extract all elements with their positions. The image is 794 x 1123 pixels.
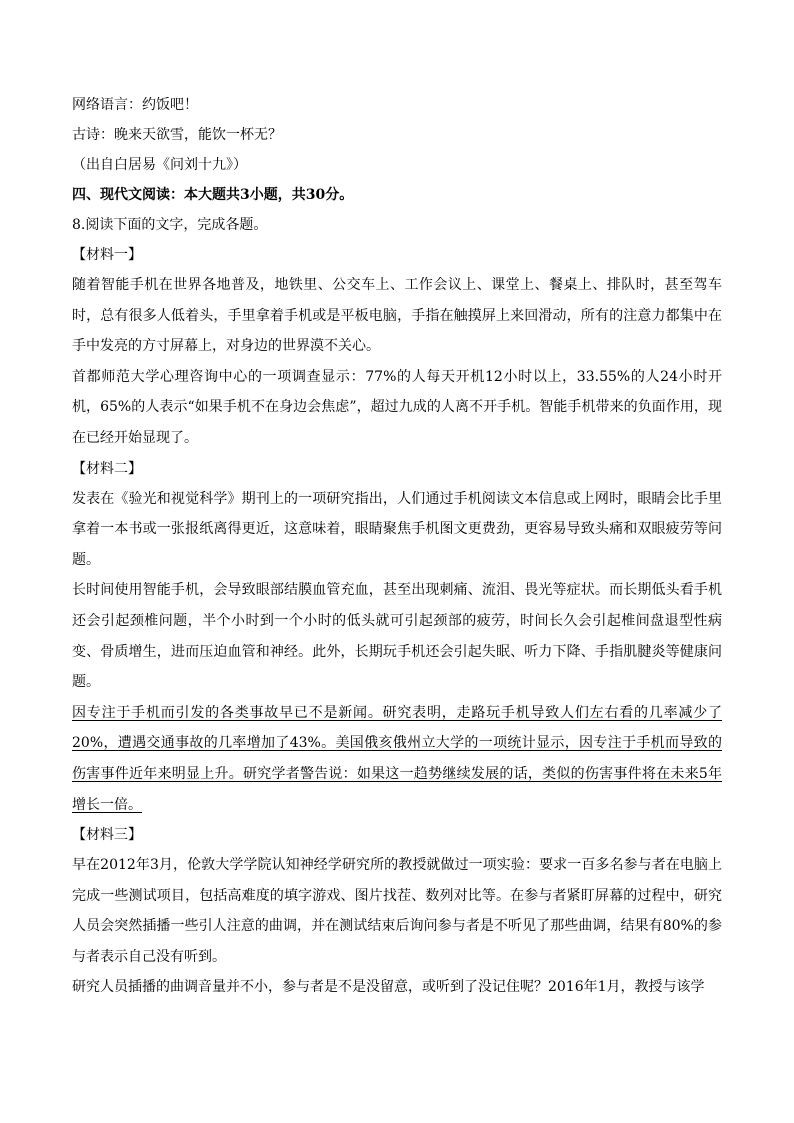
material1-paragraph-1: 随着智能手机在世界各地普及，地铁里、公交车上、工作会议上、课堂上、餐桌上、排队时，甚至驾车时，总有很多人低着头，手里拿着手机或是平板电脑，手指在触摸屏上来回滑动，所有的注意力都集中在手中发亮的方寸屏幕上，对身边的世界漠不关心。 [72,277,722,355]
material2-label: 【材料二】 [72,460,142,477]
text-line-ancient-poem: 古诗：晚来天欲雪，能饮一杯无？ [72,127,282,143]
section-heading: 四、现代文阅读：本大题共3小题，共30分。 [72,187,354,203]
material2-underlined-paragraph: 因专注于手机而引发的各类事故早已不是新闻。研究表明，走路玩手机导致人们左右看的几率减少了20%，遭遇交通事故的几率增加了43%。美国俄亥俄州立大学的一项统计显示，因专注于手机而导致的伤害事件近年来明显上升。研究学者警告说：如果这一趋势继续发展的话，类似的伤害事件将在未来5年增长一倍。 [72,704,722,813]
material1-paragraph-2: 首都师范大学心理咨询中心的一项调查显示：77%的人每天开机12小时以上，33.55%的人24小时开机，65%的人表示“如果手机不在身边会焦虑”，超过九成的人离不开手机。智能手机带来的负面作用，现在已经开始显现了。 [72,368,722,446]
question-prompt: 8.阅读下面的文字，完成各题。 [72,217,268,233]
material1-label: 【材料一】 [72,247,142,263]
text-line-poem-source: （出自白居易《问刘十九》） [72,157,247,173]
material2-paragraph-2: 长时间使用智能手机，会导致眼部结膜血管充血，甚至出现刺痛、流泪、畏光等症状。而长期低头看手机还会引起颈椎问题，半个小时到一个小时的低头就可引起颈部的疲劳，时间长久会引起椎间盘退型性病变、骨质增生，进而压迫血管和神经。此外，长期玩手机还会引起失眠、听力下降、手指肌腱炎等健康问题。 [72,582,722,691]
text-line-internet-language: 网络语言：约饭吧！ [72,97,198,113]
material2-paragraph-1: 发表在《验光和视觉科学》期刊上的一项研究指出，人们通过手机阅读文本信息或上网时，眼睛会比手里拿着一本书或一张报纸离得更近，这意味着，眼睛聚焦手机图文更费劲，更容易导致头痛和双眼疲劳等问题。 [72,490,722,568]
document-content [72,90,722,1003]
material3-label: 【材料三】 [72,827,142,844]
material3-paragraph-1: 早在2012年3月，伦敦大学学院认知神经学研究所的教授就做过一项实验：要求一百多名参与者在电脑上完成一些测试项目，包括高难度的填字游戏、图片找茬、数列对比等。在参与者紧盯屏幕的过程中，研究人员会突然插播一些引人注意的曲调，并在测试结束后询问参与者是不听见了那些曲调，结果有80%的参与者表示自己没有听到。 [72,857,722,965]
material3-paragraph-2: 研究人员插播的曲调音量并不小，参与者是不是没留意，或听到了没记住呢？2016年1月，教授与该学 [72,979,705,996]
